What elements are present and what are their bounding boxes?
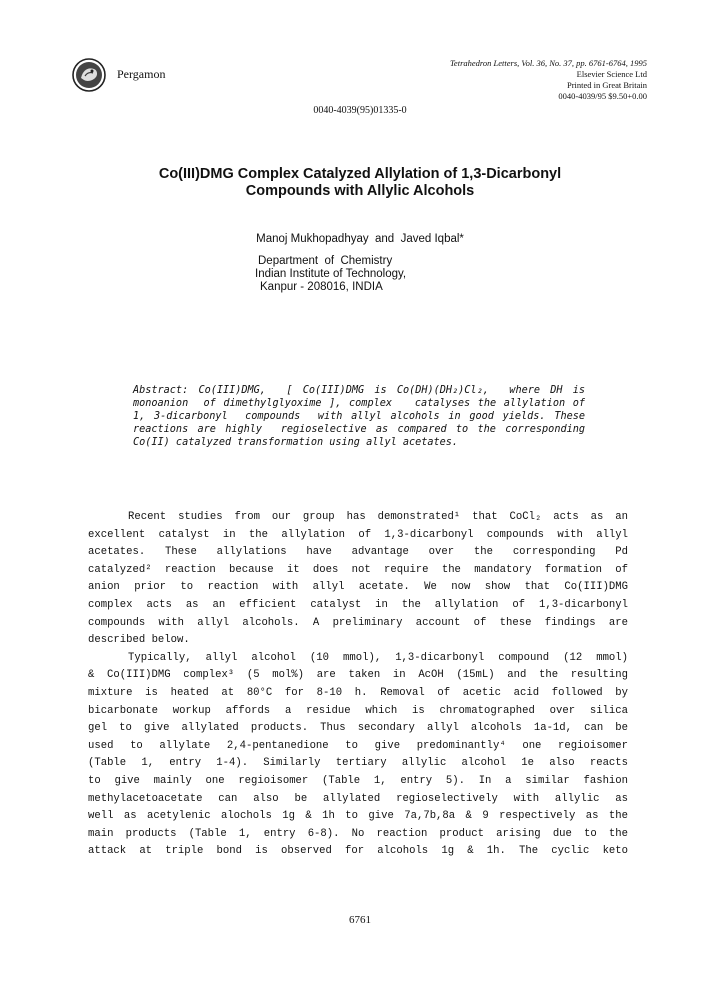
- body-line: mixture is heated at 80°C for 8-10 h. Removal of acetic acid followed by: [88, 686, 628, 699]
- body-line: attack at triple bond is observed for alcohols 1g & 1h. The cyclic keto: [88, 845, 628, 858]
- body-line: methylacetoacetate can also be allylated regioselectively with allylic as: [88, 792, 628, 805]
- publisher-name: Pergamon: [117, 67, 166, 81]
- body-line: complex acts as an efficient catalyst in the allylation of 1,3-dicarbonyl: [88, 598, 628, 611]
- title-line-2: Compounds with Allylic Alcohols: [245, 183, 475, 199]
- affiliation-dept: Department of Chemistry: [258, 255, 393, 267]
- abstract: [133, 384, 598, 449]
- body-line: compounds with allyl alcohols. A preliminary account of these findings are: [88, 616, 628, 629]
- price-line: 0040-4039/95 $9.50+0.00: [558, 91, 647, 101]
- body-line: (Table 1, entry 1-4). Similarly tertiary allylic alcohol 1e also reacts: [88, 757, 628, 770]
- body-line: Recent studies from our group has demonstrated¹ that CoCl₂ acts as an: [128, 511, 628, 523]
- body-line: well as acetylenic alochols 1g & 1h to give 7a,7b,8a & 9 respectively as the: [88, 810, 628, 823]
- page-number: 6761: [349, 914, 371, 926]
- affiliation-city: Kanpur - 208016, INDIA: [260, 281, 383, 293]
- body-line: described below.: [88, 634, 190, 647]
- body-line: to give mainly one regioisomer (Table 1, entry 5). In a similar fashion: [88, 774, 628, 787]
- pergamon-logo-icon: [72, 58, 106, 92]
- affiliation-institute: Indian Institute of Technology,: [255, 268, 407, 280]
- body-line: used to allylate 2,4-pentanedione to give predominantly⁴ one regioisomer: [88, 739, 628, 752]
- body-line: bicarbonate workup affords a residue which is chromatographed over silica: [88, 704, 628, 717]
- journal-citation: Tetrahedron Letters, Vol. 36, No. 37, pp. 6761-6764, 1995: [449, 58, 647, 68]
- article-code: 0040-4039(95)01335-0: [313, 105, 407, 116]
- title-line-1: Co(III)DMG Complex Catalyzed Allylation of 1,3-Dicarbonyl: [158, 166, 562, 182]
- body-line: anion prior to reaction with allyl acetate. We now show that Co(III)DMG: [88, 581, 628, 594]
- author-list: Manoj Mukhopadhyay and Javed Iqbal*: [256, 233, 464, 245]
- abstract-text: Co(III)DMG, [ Co(III)DMG is Co(DH)(DH₂)Cl₂, where DH is monoanion of dimethylglyoxime ], complex catalyses the allylation of 1, 3-dicarbonyl compounds with allyl alcohols in good yields. These reactions are highly regioselective as compared to the corresponding Co(II) catalyzed transformation using allyl acetates.: [133, 385, 598, 448]
- publisher-line: Elsevier Science Ltd: [576, 69, 647, 79]
- body-line: acetates. These allylations have advantage over the corresponding Pd: [88, 546, 628, 559]
- abstract-label: Abstract:: [133, 385, 189, 396]
- body-line: Typically, allyl alcohol (10 mmol), 1,3-dicarbonyl compound (12 mmol): [128, 651, 628, 664]
- body-line: gel to give allylated products. Thus secondary allyl alcohols 1a-1d, can be: [88, 722, 628, 735]
- affiliation: [255, 255, 407, 294]
- body-line: catalyzed² reaction because it does not require the mandatory formation of: [88, 563, 628, 576]
- body-line: excellent catalyst in the allylation of 1,3-dicarbonyl compounds with allyl: [88, 528, 628, 541]
- body-text: [88, 509, 628, 861]
- paper-title: [120, 166, 600, 200]
- body-line: & Co(III)DMG complex³ (5 mol%) are taken in AcOH (15mL) and the resulting: [88, 669, 628, 682]
- printed-line: Printed in Great Britain: [566, 80, 647, 90]
- body-line: main products (Table 1, entry 6-8). No reaction product arising due to the: [88, 827, 628, 840]
- journal-reference: [450, 58, 647, 102]
